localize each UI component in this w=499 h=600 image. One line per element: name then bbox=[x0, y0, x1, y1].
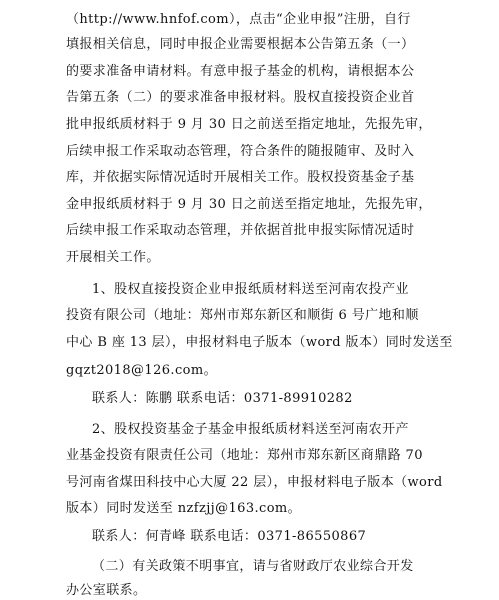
paragraph-line: （二）有关政策不明事宜，请与省财政厅农业综合开发 bbox=[92, 559, 414, 574]
paragraph-line: 库，并依据实际情况适时开展相关工作。股权投资基金子基 bbox=[66, 170, 415, 185]
paragraph-line: 版本）同时发送至 nzfzjj@163.com。 bbox=[66, 501, 302, 516]
contact-line: 联系人：陈鹏 联系电话：0371-89910282 bbox=[92, 391, 353, 406]
paragraph-line: 金申报纸质材料于 9 月 30 日之前送至指定地址，先报先审， bbox=[66, 197, 432, 212]
paragraph-line: 投资有限公司（地址：郑州市郑东新区和顺街 6 号广地和顺 bbox=[66, 308, 419, 323]
paragraph-line: 号河南省煤田科技中心大厦 22 层），申报材料电子版本（word bbox=[66, 475, 443, 490]
paragraph-line: 告第五条（二）的要求准备申报材料。股权直接投资企业首 bbox=[66, 90, 415, 105]
paragraph-line: 中心 B 座 13 层），申报材料电子版本（word 版本）同时发送至 bbox=[66, 335, 453, 350]
paragraph-line: 后续申报工作采取动态管理，并依据首批申报实际情况适时 bbox=[66, 223, 415, 238]
paragraph-line: 后续申报工作采取动态管理，符合条件的随报随审、及时入 bbox=[66, 144, 415, 159]
paragraph-line: 业基金投资有限责任公司（地址：郑州市郑东新区商鼎路 70 bbox=[66, 448, 423, 463]
paragraph-line: 2、股权投资基金子基金申报纸质材料送至河南农开产 bbox=[92, 422, 409, 437]
paragraph-line: 填报相关信息，同时申报企业需要根据本公告第五条（一） bbox=[66, 37, 415, 52]
paragraph-line: 办公室联系。 bbox=[66, 583, 147, 598]
paragraph-line: 批申报纸质材料于 9 月 30 日之前送至指定地址，先报先审， bbox=[66, 117, 432, 132]
contact-line: 联系人：何青峰 联系电话：0371-86550867 bbox=[92, 529, 367, 544]
email-address: gqzt2018@126.com。 bbox=[66, 363, 217, 378]
paragraph-line: 1、股权直接投资企业申报纸质材料送至河南农投产业 bbox=[92, 282, 409, 297]
paragraph-line: 开展相关工作。 bbox=[66, 250, 160, 265]
paragraph-line: （http://www.hnfof.com），点击“企业申报”注册，自行 bbox=[66, 12, 411, 27]
paragraph-line: 的要求准备申请材料。有意申报子基金的机构，请根据本公 bbox=[66, 64, 415, 79]
